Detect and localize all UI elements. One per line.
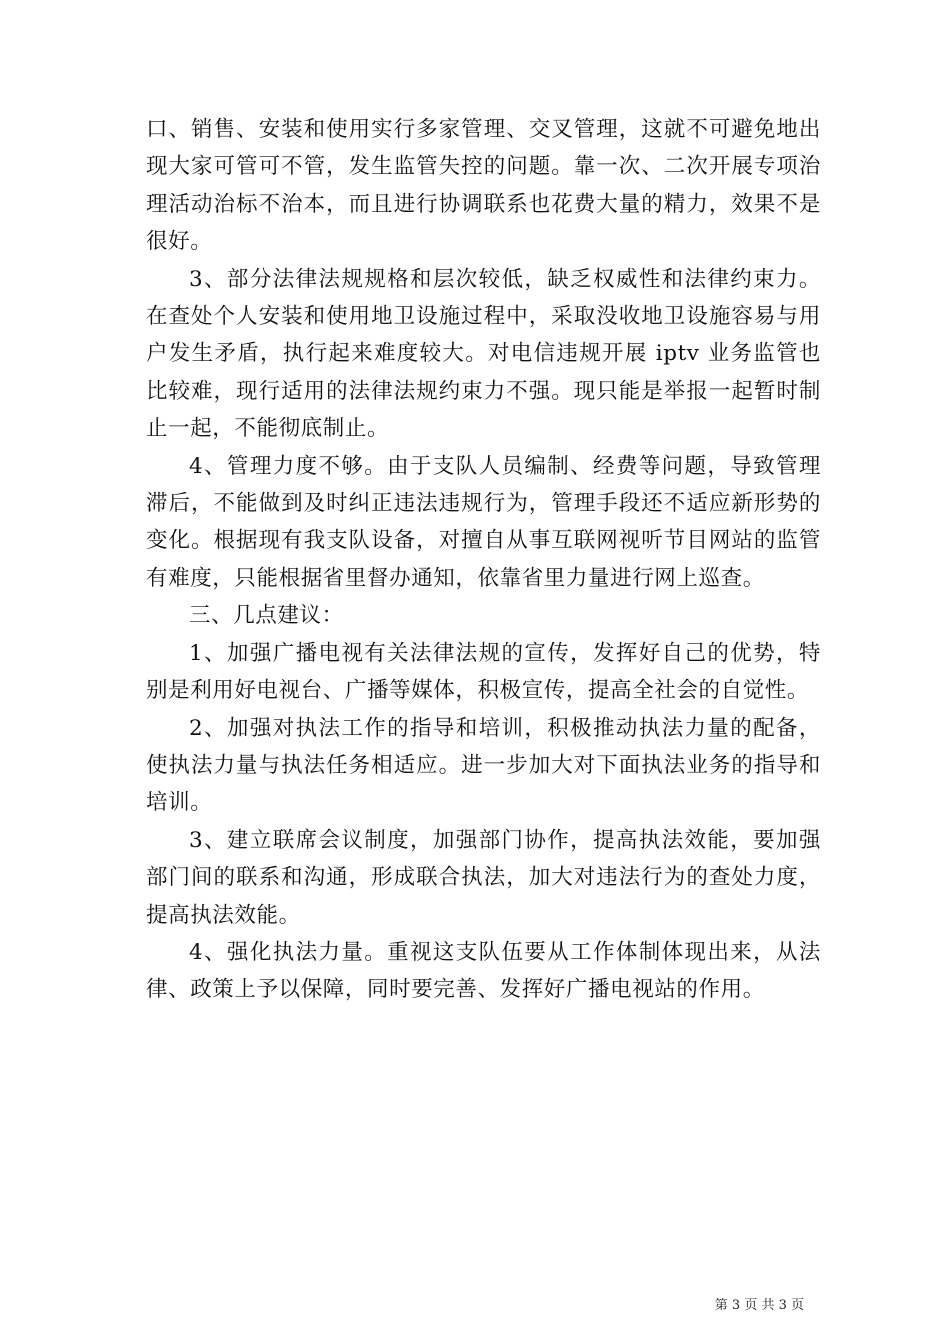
paragraph-suggestion-2: 2、加强对执法工作的指导和培训，积极推动执法力量的配备，使执法力量与执法任务相适应。进一步加大对下面执法业务的指导和培训。 — [146, 715, 821, 816]
section-heading-suggestions: 三、几点建议： — [189, 603, 344, 629]
paragraph-point-3-regulations: 3、部分法律法规规格和层次较低，缺乏权威性和法律约束力。在查处个人安装和使用地卫设施过程中，采取没收地卫设施容易与用户发生矛盾，执行起来难度较大。对电信违规开展 iptv 业务监管也比较难，现行适用的法律法规约束力不强。现只能是举报一起暂时制止一起，不能彻底制止。 — [146, 266, 821, 442]
paragraph-suggestion-1: 1、加强广播电视有关法律法规的宣传，发挥好自己的优势，特别是利用好电视台、广播等媒体，积极宣传，提高全社会的自觉性。 — [146, 640, 821, 704]
page-number-footer: 第 3 页 共 3 页 — [714, 1298, 804, 1313]
paragraph-point-4-management: 4、管理力度不够。由于支队人员编制、经费等问题，导致管理滞后，不能做到及时纠正违法违规行为，管理手段还不适应新形势的变化。根据现有我支队设备，对擅自从事互联网视听节目网站的监管有难度，只能根据省里督办通知，依靠省里力量进行网上巡查。 — [146, 453, 821, 591]
paragraph-continuation: 口、销售、安装和使用实行多家管理、交叉管理，这就不可避免地出现大家可管可不管，发生监管失控的问题。靠一次、二次开展专项治理活动治标不治本，而且进行协调联系也花费大量的精力，效果不是很好。 — [146, 117, 821, 255]
paragraph-suggestion-3: 3、建立联席会议制度，加强部门协作，提高执法效能，要加强部门间的联系和沟通，形成联合执法，加大对违法行为的查处力度，提高执法效能。 — [146, 827, 821, 928]
document-body — [146, 111, 821, 1009]
paragraph-suggestion-4: 4、强化执法力量。重视这支队伍要从工作体制体现出来，从法律、政策上予以保障，同时要完善、发挥好广播电视站的作用。 — [146, 939, 821, 1003]
